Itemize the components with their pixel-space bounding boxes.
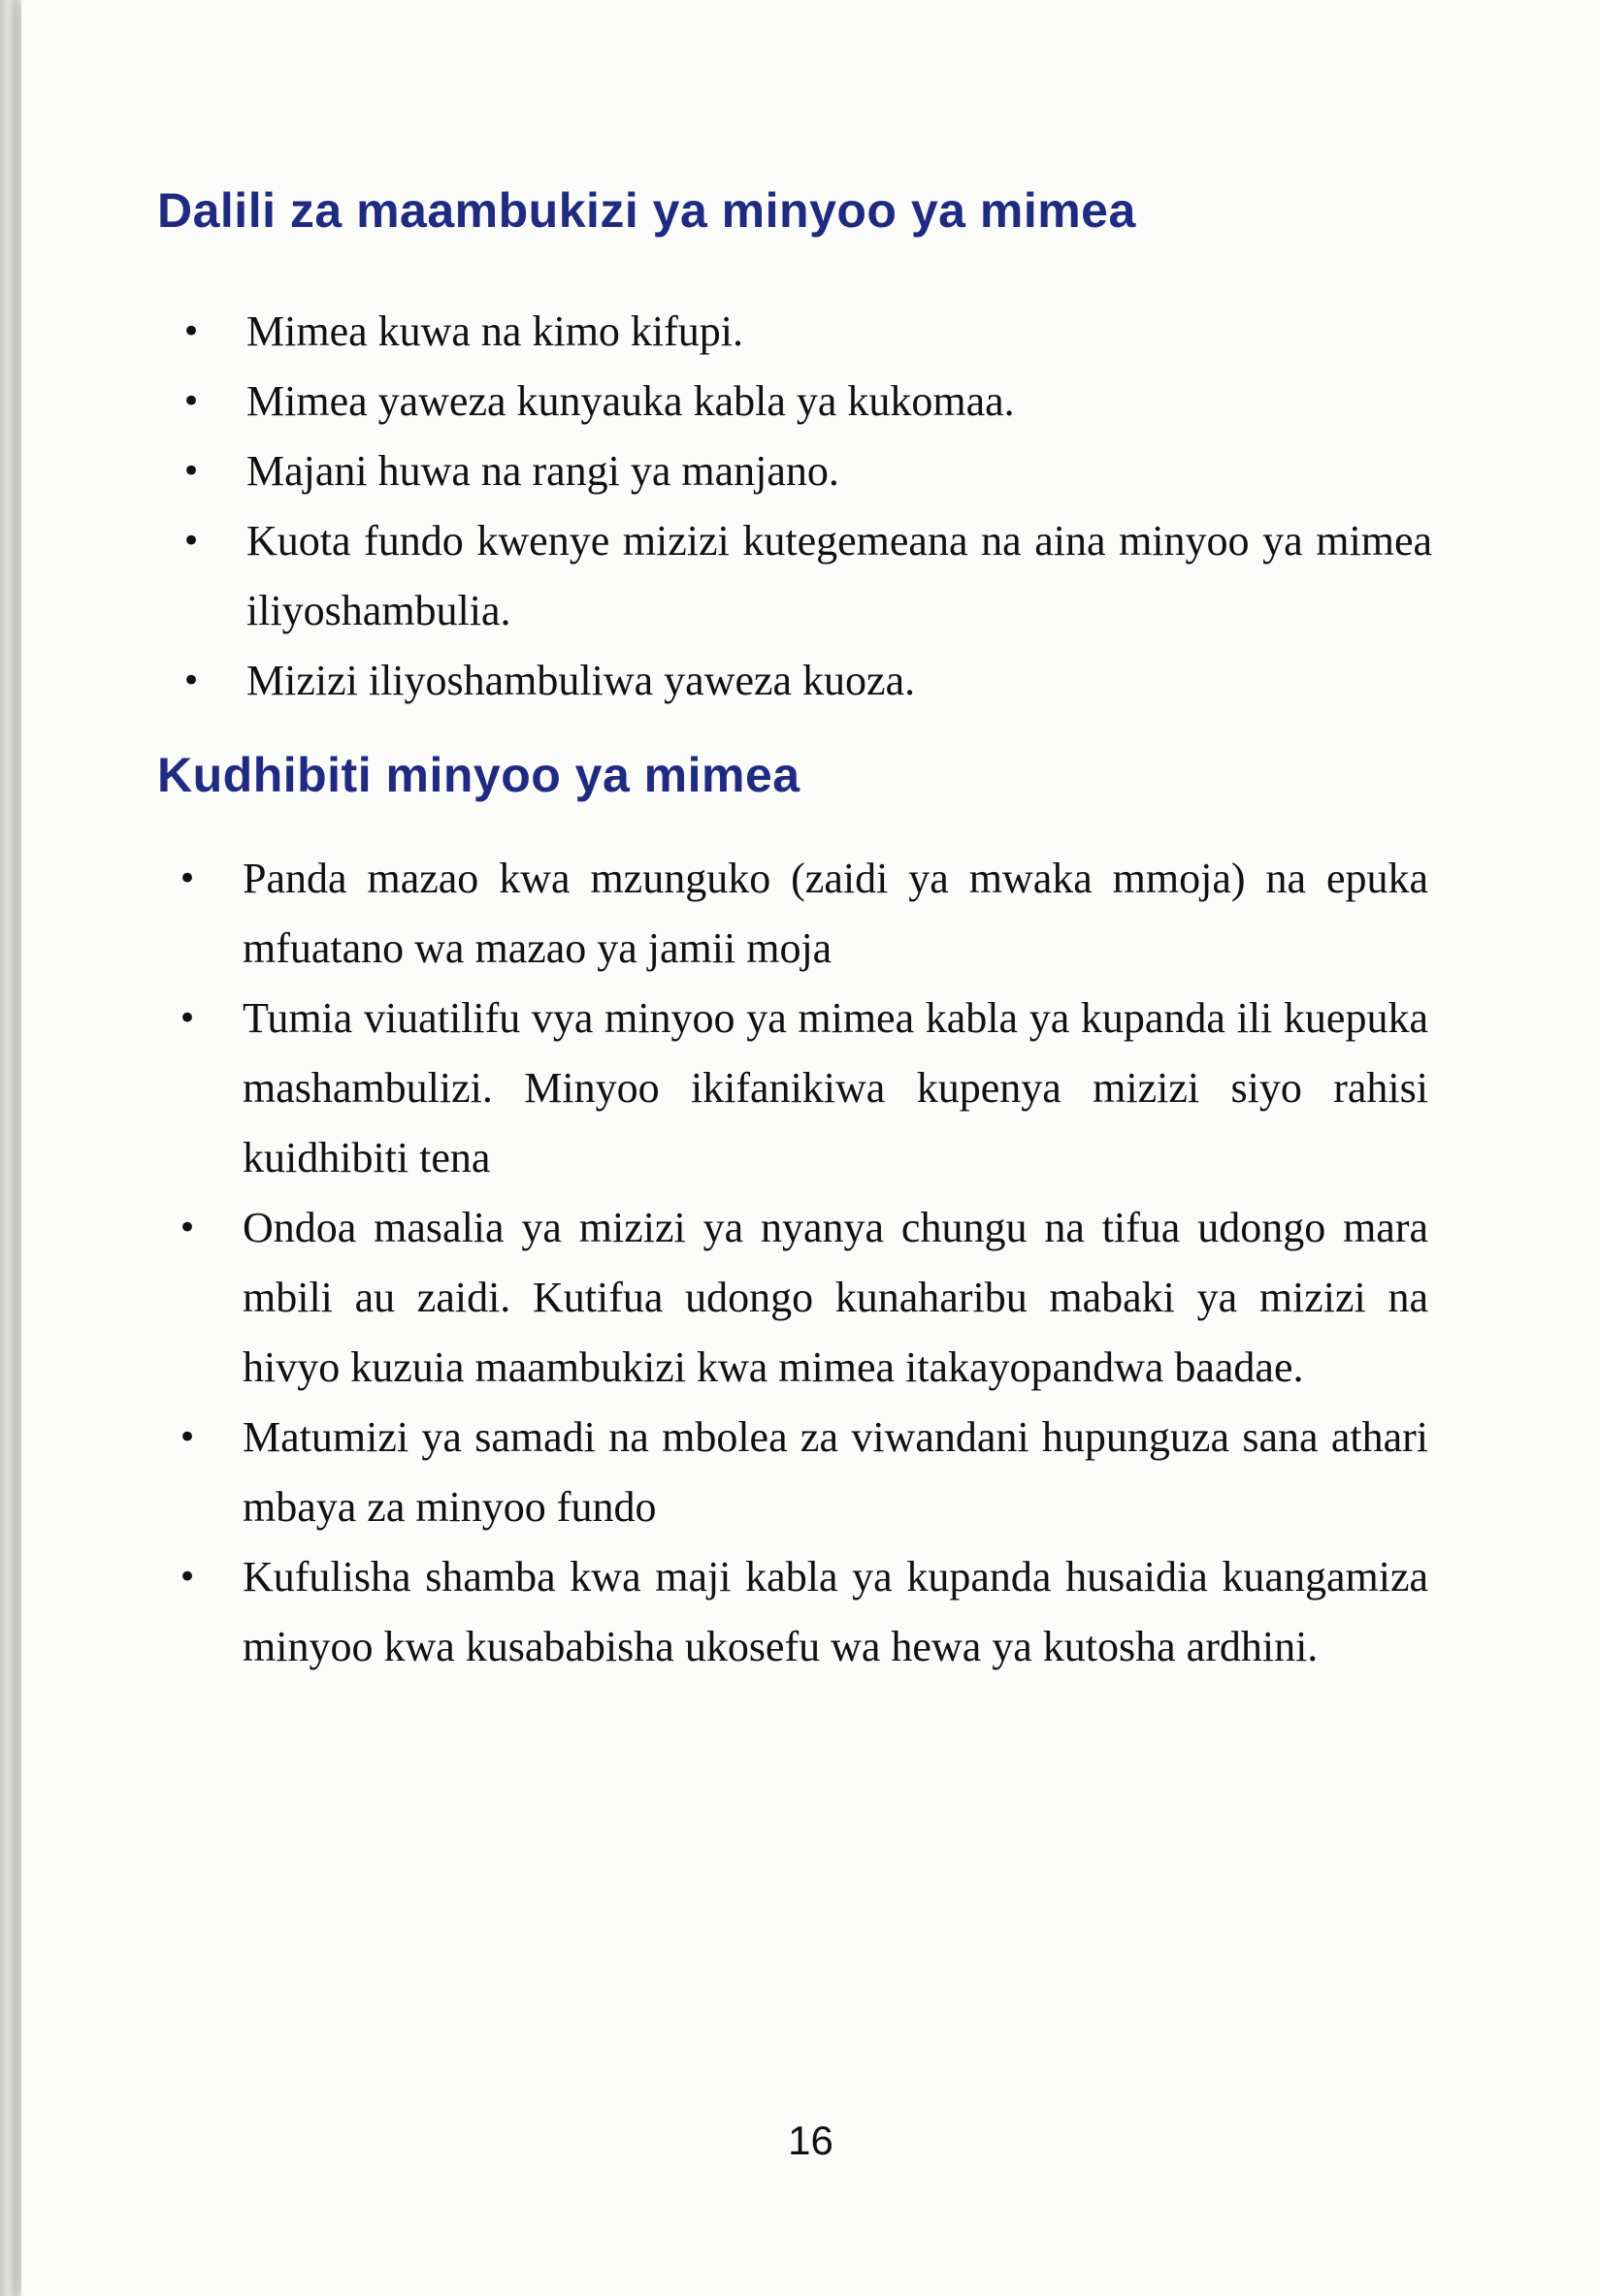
list-item-text: Mizizi iliyoshambuliwa yaweza kuoza. — [246, 657, 916, 704]
list-item-text: Matumizi ya samadi na mbolea za viwandani hupunguza sana athari mbaya za minyoo fundo — [243, 1413, 1428, 1531]
list-item — [177, 1542, 1428, 1682]
list-item-text: Ondoa masalia ya mizizi ya nyanya chungu na tifua udongo mara mbili au zaidi. Kutifua udongo kunaharibu mabaki ya mizizi na hivyo kuzuia maambukizi kwa mimea itakayopandwa baadae. — [243, 1204, 1428, 1391]
list-item — [180, 297, 1432, 367]
list-item — [177, 1193, 1428, 1403]
list-item-text: Tumia viuatilifu vya minyoo ya mimea kabla ya kupanda ili kuepuka mashambulizi. Minyoo ikifanikiwa kupenya mizizi siyo rahisi kuidhibiti tena — [243, 994, 1428, 1181]
control-measures-list — [21, 844, 1600, 1682]
bullet-icon: • — [180, 312, 202, 351]
book-page — [21, 0, 1600, 2296]
section-heading-symptoms: Dalili za maambukizi ya minyoo ya mimea — [157, 183, 1136, 238]
book-spine-edge — [0, 0, 21, 2296]
list-item — [180, 437, 1432, 506]
section-heading-control: Kudhibiti minyoo ya mimea — [157, 748, 800, 802]
list-item-text: Kufulisha shamba kwa maji kabla ya kupanda husaidia kuangamiza minyoo kwa kusababisha ukosefu wa hewa ya kutosha ardhini. — [243, 1553, 1428, 1670]
bullet-icon: • — [180, 522, 202, 561]
bullet-icon: • — [177, 859, 198, 898]
list-item-text: Majani huwa na rangi ya manjano. — [246, 447, 839, 495]
list-item — [180, 506, 1432, 646]
bullet-icon: • — [177, 1418, 198, 1457]
symptoms-list — [21, 297, 1600, 716]
bullet-icon: • — [180, 382, 202, 421]
bullet-icon: • — [177, 999, 198, 1038]
page-number: 16 — [788, 2118, 833, 2163]
bullet-icon: • — [180, 452, 202, 491]
list-item — [180, 646, 1432, 716]
list-item-text: Kuota fundo kwenye mizizi kutegemeana na aina minyoo ya mimea iliyoshambulia. — [246, 517, 1432, 634]
list-item-text: Mimea yaweza kunyauka kabla ya kukomaa. — [246, 377, 1015, 425]
list-item — [177, 844, 1428, 984]
list-item-text: Panda mazao kwa mzunguko (zaidi ya mwaka mmoja) na epuka mfuatano wa mazao ya jamii moja — [243, 855, 1428, 972]
list-item-text: Mimea kuwa na kimo kifupi. — [246, 307, 744, 355]
list-item — [177, 984, 1428, 1193]
list-item — [180, 367, 1432, 437]
bullet-icon: • — [180, 662, 202, 700]
bullet-icon: • — [177, 1558, 198, 1597]
bullet-icon: • — [177, 1209, 198, 1247]
list-item — [177, 1403, 1428, 1542]
